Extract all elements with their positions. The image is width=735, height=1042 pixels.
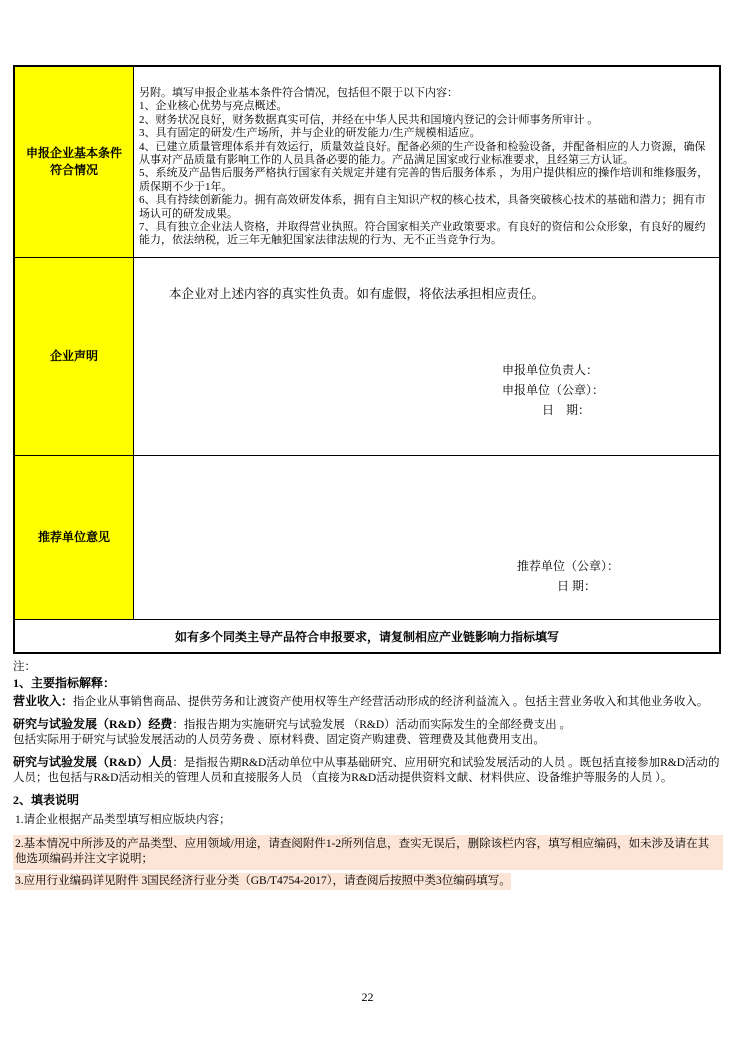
table-row-basic-conditions [15, 67, 719, 257]
label-cell-enterprise-declaration [15, 258, 134, 455]
condition-item: 4、已建立质量管理体系并有效运行，质量效益良好。配备必须的生产设备和检验设备，并配备相应的人力资源，确保从事对产品质量有影响工作的人员具备必要的能力。产品满足国家或行业标准要求，且经第三方认证。 [139, 140, 706, 167]
declaration-form-table [13, 65, 721, 654]
instruction-item-3-highlighted: 3.应用行业编码详见附件 3国民经济行业分类（GB/T4754-2017），请查阅后按照中类3位编码填写。 [15, 873, 511, 890]
term-rd-expenditure: 研究与试验发展（R&D）经费 [13, 717, 173, 731]
notes-section [13, 660, 723, 896]
condition-item: 2、财务状况良好，财务数据真实可信，并经在中华人民共和国境内登记的会计师事务所审计 。 [139, 113, 599, 126]
section-title-filling-instructions: 2、填表说明 [13, 793, 80, 807]
sign-line-responsible-person: 申报单位负责人： [502, 363, 599, 377]
table-row-enterprise-declaration [15, 257, 719, 455]
term-paragraph-rd-expenditure [13, 717, 723, 748]
label-basic-conditions-line2: 符合情况 [49, 163, 98, 177]
condition-item: 5、系统及产品售后服务严格执行国家有关规定并建有完善的售后服务体系 ，为用户提供相应的操作培训和维修服务，质保期不少于1年。 [139, 167, 709, 193]
sign-line-unit-seal: 申报单位（公章）： [502, 383, 605, 397]
term-rd-personnel: 研究与试验发展（R&D）人员 [13, 755, 173, 769]
label-recommendation-opinion: 推荐单位意见 [37, 530, 110, 544]
table-row-recommendation-opinion [15, 455, 719, 619]
sign-line-date: 日 期： [542, 403, 591, 417]
page-number: 22 [361, 990, 374, 1004]
term-rd-personnel-text: ：是指报告期R&D活动单位中从事基础研究、应用研究和试验发展活动的人员 。既包括直接参加R&D活动的人员；也包括与R&D活动相关的管理人员和直接服务人员 （直接为R&D活动提供资料文献、材料供应、设备维护等服务的人员 ）。 [13, 757, 720, 784]
term-operating-revenue-text: 指企业从事销售商品、提供劳务和让渡资产使用权等生产经营活动形成的经济利益流入 。包括主营业务收入和其他业务收入。 [73, 696, 709, 708]
content-cell-recommendation-opinion [134, 456, 719, 619]
label-cell-recommendation-opinion [15, 456, 134, 619]
conditions-intro: 另附。填写申报企业基本条件符合情况，包括但不限于以下内容： [139, 87, 458, 99]
label-cell-basic-conditions [15, 67, 134, 257]
label-basic-conditions-line1: 申报企业基本条件 [25, 146, 122, 160]
sign-line-recommend-date: 日 期： [557, 579, 597, 593]
table-row-footer-note [15, 619, 719, 652]
term-operating-revenue: 营业收入： [13, 694, 74, 708]
label-enterprise-declaration: 企业声明 [49, 349, 98, 363]
sign-line-recommend-unit-seal: 推荐单位（公章）： [517, 559, 620, 573]
footer-note-text: 如有多个同类主导产品符合申报要求，请复制相应产业链影响力指标填写 [174, 629, 559, 644]
term-rd-expenditure-text2: 包括实际用于研究与试验发展活动的人员劳务费 、原材料费、固定资产购建费、管理费及其他费用支出。 [13, 734, 545, 746]
content-cell-enterprise-declaration [134, 258, 719, 455]
condition-item: 1、企业核心优势与亮点概述。 [139, 100, 288, 113]
instruction-item-2-highlighted: 2.基本情况中所涉及的产品类型、应用领域/用途，请查阅附件1-2所列信息，查实无误后，删除该栏内容，填写相应编码，如未涉及请在其他选项编码并注文字说明； [13, 835, 723, 870]
content-cell-basic-conditions [134, 67, 719, 257]
note-label: 注： [13, 661, 36, 673]
instruction-item-3 [13, 872, 723, 892]
term-paragraph-operating-revenue [13, 694, 723, 710]
condition-item: 7、具有独立企业法人资格，并取得营业执照。符合国家相关产业政策要求。有良好的资信和公众形象，有良好的履约能力，依法纳税，近三年无触犯国家法律法规的行为、无不正当竞争行为。 [139, 221, 706, 247]
term-rd-expenditure-text: ：指报告期为实施研究与试验发展 （R&D）活动而实际发生的全部经费支出 。 [172, 719, 572, 731]
conditions-text [134, 67, 719, 248]
declaration-statement: 本企业对上述内容的真实性负责。如有虚假，将依法承担相应责任。 [169, 287, 545, 301]
condition-item: 3、具有固定的研发/生产场所，并与企业的研发能力/生产规模相适应。 [139, 127, 481, 140]
instruction-item-1: 1.请企业根据产品类型填写相应版块内容； [15, 814, 231, 826]
declaration-signature-block [502, 360, 604, 420]
recommendation-signature-block [517, 556, 619, 596]
condition-item: 6、具有持续创新能力。拥有高效研发体系，拥有自主知识产权的核心技术，具备突破核心技术的基础和潜力；拥有市场认可的研发成果。 [139, 194, 706, 220]
section-title-indicator-explanation: 1、主要指标解释： [13, 676, 116, 690]
term-paragraph-rd-personnel [13, 755, 723, 786]
